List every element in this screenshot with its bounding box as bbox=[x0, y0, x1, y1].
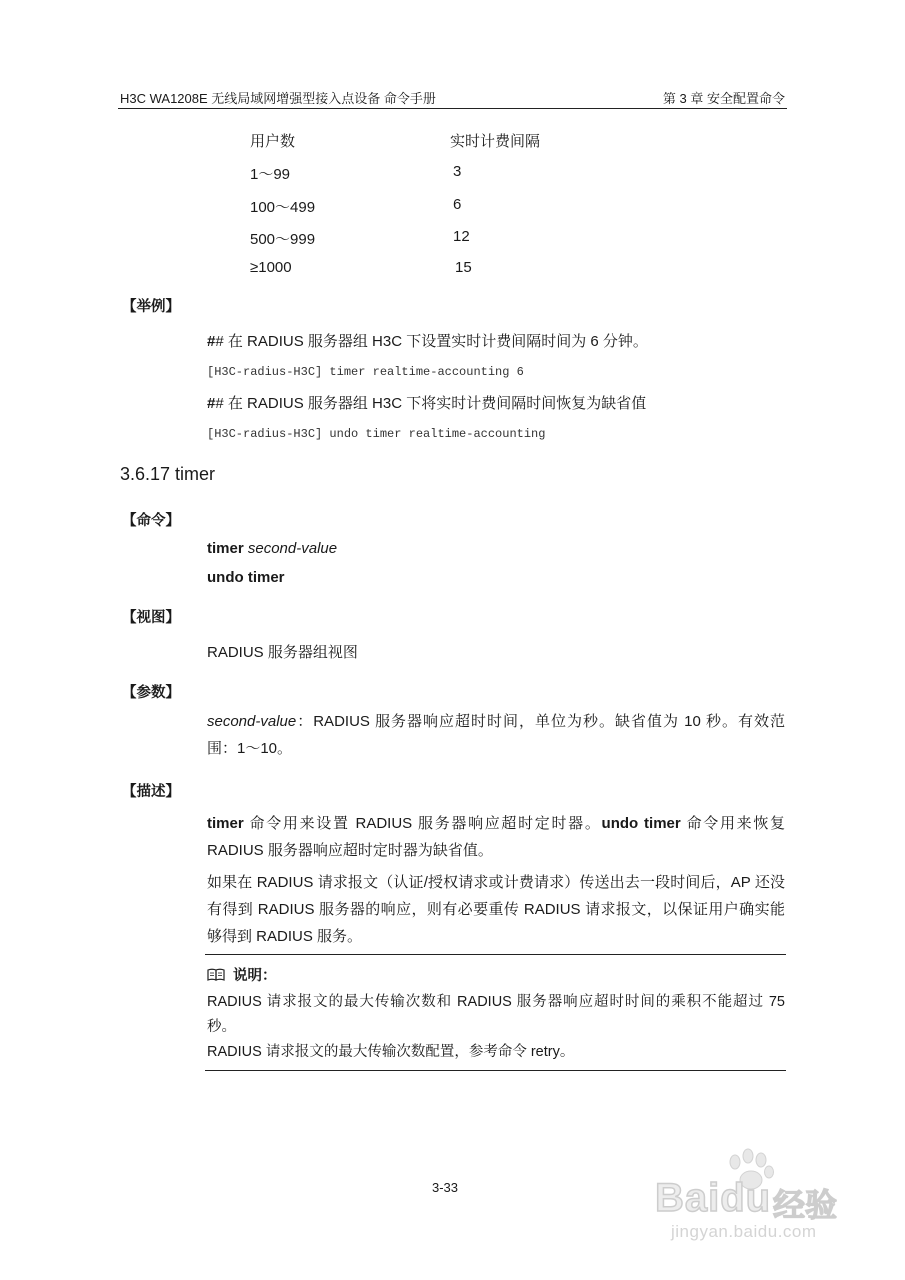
param-description bbox=[207, 708, 785, 762]
watermark-brand-cn: 经验 bbox=[773, 1187, 838, 1223]
desc-text-end: 命令用来恢复 RADIUS 服务器响应超时定时器为缺省值。 bbox=[207, 815, 786, 859]
table-header-interval: 实时计费间隔 bbox=[450, 133, 541, 150]
param-name: second-value bbox=[207, 713, 297, 730]
header-right: 第 3 章 安全配置命令 bbox=[662, 91, 785, 106]
view-text: RADIUS 服务器组视图 bbox=[207, 644, 358, 661]
table-cell-users: 500～999 bbox=[250, 231, 316, 248]
header-divider bbox=[118, 108, 787, 109]
table-cell-interval: 15 bbox=[455, 259, 472, 276]
note-top-rule bbox=[205, 954, 786, 955]
table-cell-interval: 3 bbox=[453, 163, 462, 180]
param-heading: 【参数】 bbox=[122, 685, 180, 701]
table-cell-interval: 6 bbox=[453, 196, 462, 213]
example-code-1: [H3C-radius-H3C] timer realtime-accounting 6 bbox=[207, 365, 524, 379]
watermark-brand: Baidu bbox=[655, 1176, 772, 1220]
command-line-1 bbox=[207, 540, 337, 557]
command-argument: second-value bbox=[247, 540, 338, 557]
baidu-watermark bbox=[647, 1148, 847, 1244]
example-line-2: ## 在 RADIUS 服务器组 H3C 下将实时计费间隔时间恢复为缺省值 bbox=[207, 395, 647, 412]
view-heading: 【视图】 bbox=[122, 610, 180, 626]
desc-text-mid: 命令用来设置 RADIUS 服务器响应超时定时器。 bbox=[243, 815, 602, 832]
desc-paragraph-1 bbox=[207, 810, 785, 864]
header-left: H3C WA1208E 无线局域网增强型接入点设备 命令手册 bbox=[120, 91, 436, 106]
table-cell-users: 100～499 bbox=[250, 199, 316, 216]
watermark-url: jingyan.baidu.com bbox=[671, 1222, 817, 1241]
table-cell-interval: 12 bbox=[453, 228, 470, 245]
example-line-2-text: # 在 RADIUS 服务器组 H3C 下将实时计费间隔时间恢复为缺省值 bbox=[215, 395, 647, 412]
command-line-2: undo timer bbox=[207, 569, 285, 586]
command-keyword: timer bbox=[207, 540, 244, 557]
example-code-2: [H3C-radius-H3C] undo timer realtime-accounting bbox=[207, 427, 546, 441]
section-title: 3.6.17 timer bbox=[120, 464, 216, 484]
example-heading: 【举例】 bbox=[122, 299, 180, 315]
note-bottom-rule bbox=[205, 1070, 786, 1071]
book-icon bbox=[207, 968, 225, 986]
note-label: 说明： bbox=[233, 968, 277, 984]
table-cell-users: 1～99 bbox=[250, 166, 291, 183]
table-header-users: 用户数 bbox=[250, 133, 296, 150]
command-heading: 【命令】 bbox=[122, 513, 180, 529]
desc-heading: 【描述】 bbox=[122, 784, 180, 800]
example-line-1-text: # 在 RADIUS 服务器组 H3C 下设置实时计费间隔时间为 6 分钟。 bbox=[215, 333, 648, 350]
param-text: ：RADIUS 服务器响应超时时间，单位为秒。缺省值为 10 秒。有效范围：1～10。 bbox=[207, 713, 785, 757]
desc-paragraph-2: 如果在 RADIUS 请求报文（认证/授权请求或计费请求）传送出去一段时间后，AP 还没有得到 RADIUS 服务器的响应，则有必要重传 RADIUS 请求报文，以保证用户确实能够得到 RADIUS 服务。 bbox=[207, 874, 785, 945]
note-line-2: RADIUS 请求报文的最大传输次数配置，参考命令 retry。 bbox=[207, 1044, 575, 1060]
desc-keyword-undo: undo timer bbox=[601, 815, 681, 832]
note-header bbox=[207, 964, 277, 986]
note-line-1: RADIUS 请求报文的最大传输次数和 RADIUS 服务器响应超时时间的乘积不能超过 75 秒。 bbox=[207, 994, 785, 1035]
table-cell-users: ≥1000 bbox=[250, 259, 292, 276]
page-number: 3-33 bbox=[432, 1180, 459, 1195]
example-line-1: ## 在 RADIUS 服务器组 H3C 下设置实时计费间隔时间为 6 分钟。 bbox=[207, 333, 648, 350]
desc-keyword-timer: timer bbox=[207, 815, 244, 832]
